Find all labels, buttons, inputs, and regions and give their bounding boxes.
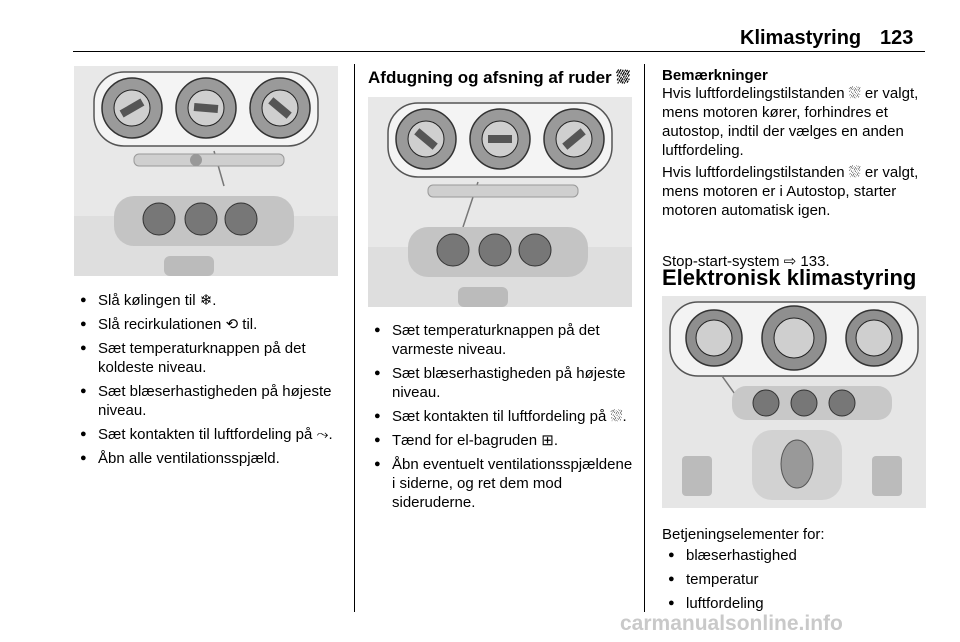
list-item: ● Sæt blæserhastigheden på højeste niveau. — [368, 364, 638, 402]
controls-list — [662, 546, 928, 618]
page-header-title: Klimastyring — [740, 27, 862, 49]
controls-intro: Betjeningselementer for: — [662, 526, 825, 543]
list-item: ● blæserhastighed — [662, 546, 928, 565]
list-item: ● Åbn alle ventilationsspjæld. — [74, 449, 344, 468]
note-paragraph: Hvis luftfordelingstilstanden ⛆ er valgt, mens motoren er i Autostop, starter motoren automatisk igen. — [662, 164, 919, 219]
list-item: ● Sæt temperaturknappen på det varmeste niveau. — [368, 321, 638, 359]
electronic-climate-panel-photo — [662, 296, 926, 508]
list-item: ● Tænd for el-bagruden ⊞. — [368, 431, 638, 450]
stop-start-reference: Stop-start-system ⇨ 133. — [662, 253, 830, 270]
site-watermark: carmanualsonline.info — [620, 612, 843, 635]
column-divider-right — [644, 64, 645, 612]
electronic-climate-heading: Elektronisk klimastyring — [662, 265, 917, 290]
notes-heading: Bemærkninger — [662, 67, 768, 84]
list-item: ● Sæt kontakten til luftfordeling på ⛆. — [368, 407, 638, 426]
list-item: ● Sæt temperaturknappen på det koldeste niveau. — [74, 339, 344, 377]
defrost-section-heading: Afdugning og afsning af ruder ⛆ — [368, 68, 630, 87]
list-item: ● Åbn eventuelt ventilationsspjældene i siderne, og ret dem mod sideruderne. — [368, 455, 638, 512]
page-number: 123 — [880, 27, 914, 49]
note-paragraph: Hvis luftfordelingstilstanden ⛆ er valgt, mens motoren kører, forhindres et autostop, indtil der vælges en anden luftfordeling. — [662, 85, 919, 159]
list-item: ● Slå recirkulationen ⟲ til. — [74, 315, 344, 334]
header-rule — [73, 51, 925, 52]
list-item: ● Sæt blæserhastigheden på højeste niveau. — [74, 382, 344, 420]
list-item: ● Slå kølingen til ❄. — [74, 291, 344, 310]
cooling-steps-list — [74, 291, 344, 473]
climate-panel-photo-defrost — [368, 97, 632, 307]
list-item: ● temperatur — [662, 570, 928, 589]
column-divider-left — [354, 64, 355, 612]
list-item: ● Sæt kontakten til luftfordeling på ⤳. — [74, 425, 344, 444]
climate-panel-photo-cooling — [74, 66, 338, 276]
defrost-steps-list — [368, 321, 638, 517]
list-item: ● luftfordeling — [662, 594, 928, 613]
